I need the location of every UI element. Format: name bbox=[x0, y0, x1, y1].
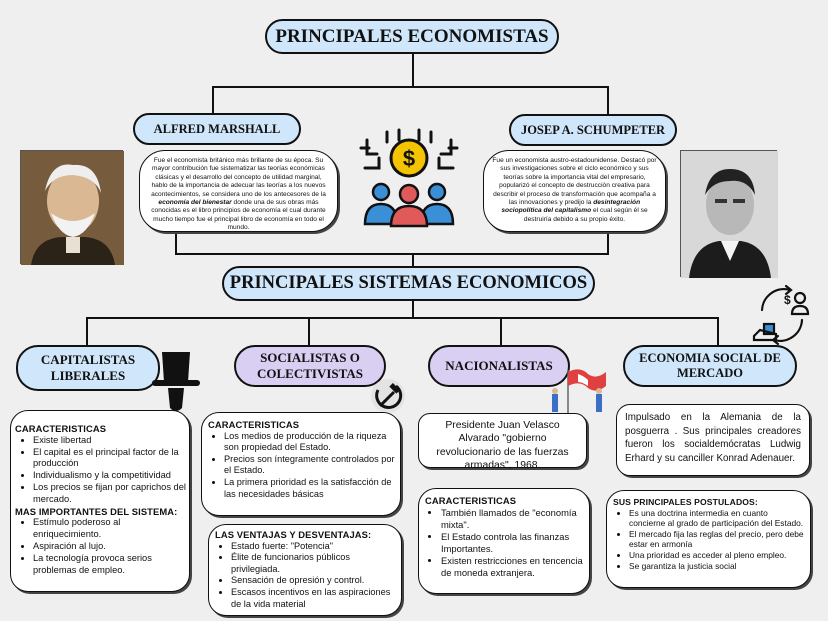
list-item: • El mercado fija las reglas del precio, pero debe estar en armonía bbox=[629, 529, 804, 550]
list-item: • Una prioridad es acceder al pleno empleo. bbox=[629, 550, 804, 561]
list-item: • Élite de funcionarios públicos privilegiada. bbox=[231, 552, 397, 575]
system-nacionalistas-title: NACIONALISTAS bbox=[428, 345, 570, 387]
list-item: • Sensación de opresión y control. bbox=[231, 575, 397, 587]
socialistas-characteristics-heading: CARACTERISTICAS bbox=[208, 419, 300, 430]
list-item: • La primera prioridad es la satisfacción de las necesidades básicas bbox=[224, 477, 396, 500]
socialistas-advantages-heading: LAS VENTAJAS Y DESVENTAJAS: bbox=[215, 529, 372, 540]
economist-schumpeter-title: JOSEP A. SCHUMPETER bbox=[509, 114, 677, 146]
svg-text:$: $ bbox=[402, 146, 416, 171]
list-item: • Los medios de producción de la riqueza son propiedad del Estado. bbox=[224, 431, 396, 454]
list-item: • Individualismo y la competitividad bbox=[33, 470, 187, 482]
social-mercado-card bbox=[606, 490, 811, 588]
nacionalistas-quote: Presidente Juan Velasco Alvarado "gobierno revolucionario de las fuerzas armadas", 1968. bbox=[418, 413, 587, 468]
system-capitalistas-title: CAPITALISTAS LIBERALES bbox=[16, 345, 160, 391]
list-item: • El Estado controla las finanzas Importantes. bbox=[441, 531, 583, 555]
list-item: • También llamados de "economía mixta". bbox=[441, 507, 583, 531]
list-item: • Aspiración al lujo. bbox=[33, 541, 187, 553]
system-social-mercado-title: ECONOMIA SOCIAL DE MERCADO bbox=[623, 345, 797, 387]
list-item: • La tecnología provoca serios problemas de empleo. bbox=[33, 553, 187, 577]
money-exchange-icon bbox=[750, 284, 814, 346]
top-hat-icon bbox=[150, 348, 202, 414]
capitalistas-important-heading: MAS IMPORTANTES DEL SISTEMA: bbox=[15, 505, 178, 517]
schumpeter-portrait bbox=[680, 150, 777, 277]
list-item: • Precios son íntegramente controlados por el Estado. bbox=[224, 454, 396, 477]
svg-text:$: $ bbox=[784, 293, 791, 307]
social-mercado-intro: Impulsado en la Alemania de la posguerra . Sus principales creadores fueron los socialdemócratas Ludwig Erhard y su canciller Konrad Adenauer. bbox=[616, 404, 810, 476]
socialistas-advantages-card bbox=[208, 524, 402, 616]
list-item: • Estímulo poderoso al enriquecimiento. bbox=[33, 517, 187, 541]
list-item: • Estado fuerte: "Potencia" bbox=[231, 541, 397, 553]
marshall-portrait bbox=[20, 150, 123, 264]
flag-soldiers-icon bbox=[548, 366, 608, 416]
list-item: • Escasos incentivos en las aspiraciones de la vida material bbox=[231, 587, 397, 610]
list-item: • Existen restricciones en tencencia de moneda extranjera. bbox=[441, 555, 583, 579]
system-socialistas-title: SOCIALISTAS O COLECTIVISTAS bbox=[234, 345, 386, 387]
list-item: • El capital es el principal factor de la producción bbox=[33, 447, 187, 471]
economist-marshall-title: ALFRED MARSHALL bbox=[133, 113, 301, 145]
list-item: • Se garantiza la justicia social bbox=[629, 561, 804, 572]
capitalistas-characteristics-heading: CARACTERISTICAS bbox=[15, 423, 107, 434]
list-item: • Existe libertad bbox=[33, 435, 187, 447]
nacionalistas-characteristics-heading: CARACTERISTICAS bbox=[425, 495, 517, 506]
socialistas-characteristics-card bbox=[201, 412, 401, 516]
social-mercado-postulates-heading: SUS PRINCIPALES POSTULADOS: bbox=[613, 497, 758, 507]
hammer-sickle-icon bbox=[370, 378, 406, 414]
systems-title: PRINCIPALES SISTEMAS ECONOMICOS bbox=[222, 266, 595, 301]
marshall-bio: Fue el economista británico más brillante de su época. Su mayor contribución fue sistematizar las teorías económicas clásicas y el desarrollo del concepto de utilidad marginal, hablo de la importancia de adecuar las teorías a los nuevos acontecimientos, se considera uno de los antecesores de la economía del bienestar donde una de sus obras más conocidas es el libro principios de economía el cual durante mucho tiempo fue el principal libro de economía en todo el mundo. bbox=[139, 150, 338, 232]
list-item: • Los precios se fijan por caprichos del mercado. bbox=[33, 482, 187, 506]
capitalistas-card bbox=[10, 410, 190, 592]
page-title: PRINCIPALES ECONOMISTAS bbox=[265, 19, 559, 54]
list-item: • Es una doctrina intermedia en cuanto concierne al grado de participación del Estado. bbox=[629, 508, 804, 529]
nacionalistas-card bbox=[418, 488, 590, 594]
money-people-icon bbox=[357, 128, 461, 232]
schumpeter-bio: Fue un economista austro-estadounidense. Destacó por sus investigaciones sobre el ciclo económico y sus teorías sobre la importancia vital del empresario, popularizó el concepto de destrucción creativa para describir el proceso de transformación que acompaña a las innovaciones y predijo la desintegración sociopolítica del capitalismo el cual según él se destruiría debido a su propio éxito. bbox=[483, 150, 666, 232]
